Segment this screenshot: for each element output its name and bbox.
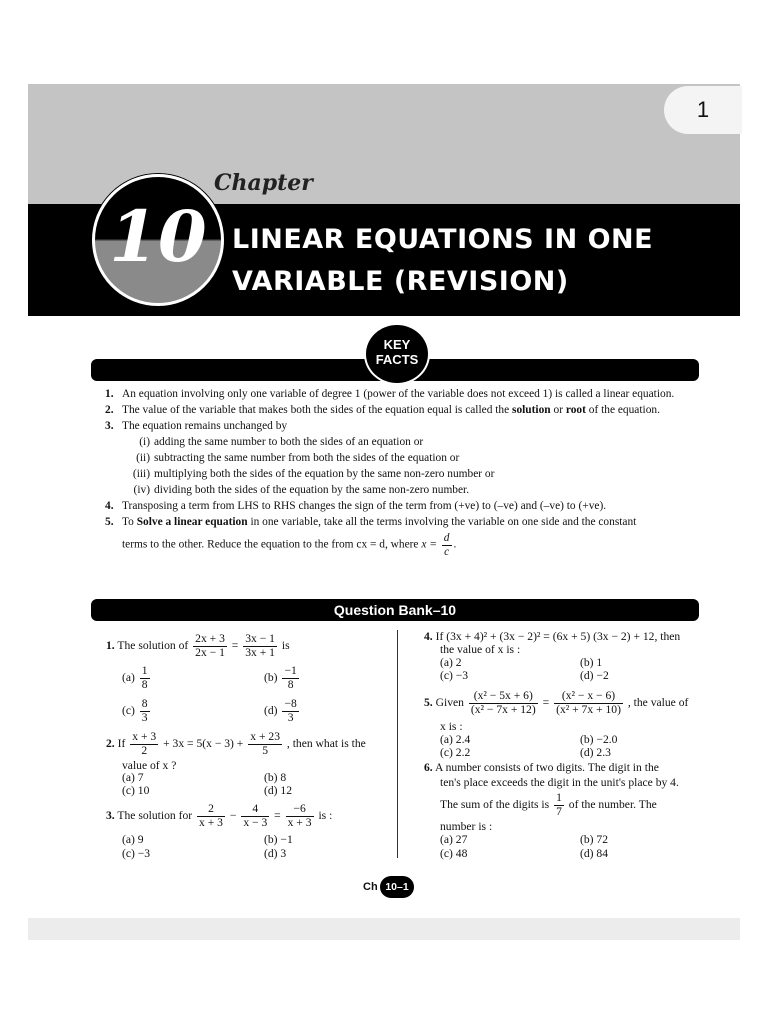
q2-option-c: (c) 10 [122,784,150,797]
fraction: $\frac{\text{(x² − 5x + 6)}}{\text{(x² − 7x + 12)}}$ [470,689,536,716]
fraction: $\frac{3x - 1}{3x + 1}$ [245,632,275,659]
q5-option-b: (b) −2.0 [580,733,618,746]
fraction: $\frac{\text{(x² − x − 6)}}{\text{(x² + 7x + 10)}}$ [556,689,621,716]
fact-sub-item: (iv) dividing both the sides of the equation by the same non-zero number. [133,484,470,496]
fraction: $\frac{2}{x + 3}$ [199,802,223,829]
page-number-tab: 1 [664,86,742,134]
column-divider [397,630,398,858]
q5-option-a: (a) 2.4 [440,733,471,746]
fraction: $\frac{d}{c}$ [443,532,450,558]
fact-sub-item: (ii) subtracting the same number from both the sides of the equation or [136,452,460,464]
q3-option-c: (c) −3 [122,847,151,860]
question-6: 6. A number consists of two digits. The digit in the [424,761,659,774]
fact-item: 2. The value of the variable that makes both the sides of the equation equal is called the solution or root of the equation. [105,404,660,416]
q6-option-d: (d) 84 [580,847,609,860]
q5-option-c: (c) 2.2 [440,746,471,759]
q3-option-a: (a) 9 [122,833,144,846]
key-facts-badge [366,325,428,383]
q2-option-a: (a) 7 [122,771,144,784]
chapter-title-line-1: LINEAR EQUATIONS IN ONE [232,224,654,255]
footer-page-pill: 10–1 [380,876,414,898]
question-4: 4. If (3x + 4)² + (3x − 2)² = (6x + 5) (3x − 2) + 12, then [424,630,681,643]
fact-item-continued: terms to the other. Reduce the equation to the from cx = d, where x = $\frac{d}{c}$ . [122,532,457,558]
fraction: $\frac{2x + 3}{2x - 1}$ [195,632,225,659]
fraction: $\frac{x + 3}{2}$ [132,730,157,757]
q1-option-c: (c) $\frac{8}{3}$ [122,697,148,724]
q3-option-d: (d) 3 [264,847,287,860]
q1-option-d: (d) $\frac{-8}{3}$ [264,697,297,724]
chapter-number-badge [92,174,224,306]
chapter-label: Chapter [214,170,313,196]
question-2-line-2: value of x ? [122,759,177,772]
question-1: 1. The solution of $\frac{2x + 3}{2x - 1}$ = $\frac{3x - 1}{3x + 1}$ is [106,632,290,659]
q4-option-a: (a) 2 [440,656,462,669]
question-5: 5. Given $\frac{\text{(x² − 5x + 6)}}{\text{(x² − 7x + 12)}}$ = $\frac{\text{(x² − x − 6)}}{\text{(x² + 7x + 10)}}$ , the value of [424,689,689,716]
q1-option-b: (b) $\frac{-1}{8}$ [264,664,297,691]
chapter-title-line-2: VARIABLE (REVISION) [232,266,569,297]
key-facts-badge-bottom: FACTS [375,352,419,367]
q4-option-c: (c) −3 [440,669,469,682]
chapter-number: 10 [109,195,207,278]
q6-option-c: (c) 48 [440,847,468,860]
question-6-line-2: ten's place exceeds the digit in the unit's place by 4. [440,776,679,789]
fraction: $\frac{1}{7}$ [556,791,562,818]
q2-option-b: (b) 8 [264,771,287,784]
fraction: $\frac{4}{x - 3}$ [243,802,268,829]
question-4-line-2: the value of x is : [440,643,521,656]
q3-option-b: (b) −1 [264,833,293,846]
fact-sub-item: (i) adding the same number to both the sides of an equation or [139,436,424,448]
question-bank-title: Question Bank–10 [91,599,699,621]
q4-option-d: (d) −2 [580,669,609,682]
fraction: $\frac{x + 23}{5}$ [250,730,280,757]
fact-item: 1. An equation involving only one variable of degree 1 (power of the variable does not exceed 1) is called a linear equation. [105,388,675,400]
fact-item: 3. The equation remains unchanged by [105,420,288,432]
question-6-line-4: number is : [440,820,493,833]
question-5-line-2: x is : [440,720,463,733]
q6-option-a: (a) 27 [440,833,468,846]
fraction: $\frac{-6}{x + 3}$ [287,802,312,829]
fact-sub-item: (iii) multiplying both the sides of the equation by the same non-zero number or [132,468,495,480]
q6-option-b: (b) 72 [580,833,609,846]
footer-chapter-prefix: Ch [363,881,378,893]
q1-option-a: (a) $\frac{1}{8}$ [122,664,148,691]
key-facts-badge-top: KEY [383,337,411,352]
q2-option-d: (d) 12 [264,784,293,797]
question-2: 2. If $\frac{x + 3}{2}$ + 3x = 5(x − 3) + $\frac{x + 23}{5}$ , then what is the [106,730,366,757]
q5-option-d: (d) 2.3 [580,746,611,759]
q4-option-b: (b) 1 [580,656,603,669]
key-facts-list [105,386,705,558]
fact-item: 5. To Solve a linear equation in one variable, take all the terms involving the variable on one side and the constant [105,516,637,528]
fact-item: 4. Transposing a term from LHS to RHS changes the sign of the term from (+ve) to (–ve) and (–ve) to (+ve). [105,500,607,512]
question-6-line-3: The sum of the digits is $\frac{1}{7}$ of the number. The [440,791,657,818]
question-3: 3. The solution for $\frac{2}{x + 3}$ − $\frac{4}{x - 3}$ = $\frac{-6}{x + 3}$ is : [106,802,333,829]
